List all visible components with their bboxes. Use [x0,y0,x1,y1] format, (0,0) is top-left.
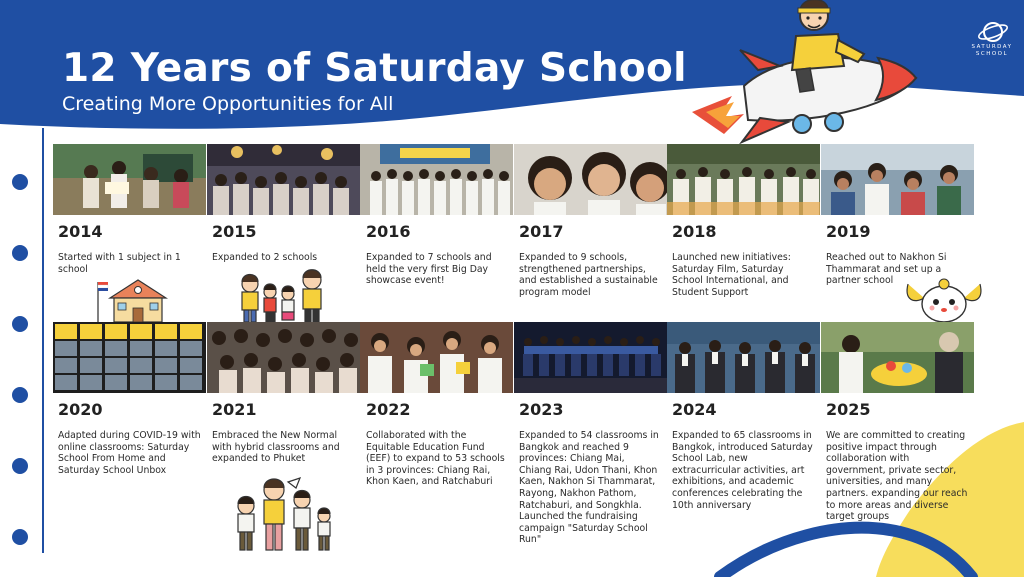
timeline-rail [42,128,44,553]
year-label: 2025 [826,400,871,419]
photo-2022 [360,322,513,393]
year-label: 2014 [58,222,103,241]
year-description: Expanded to 65 classrooms in Bangkok, introduced Saturday School Lab, new extracurricular activities, art exhibitions, and academic conferences celebrating the 10th anniversary [672,430,813,511]
year-description: Launched new initiatives: Saturday Film, Saturday School International, and Student Support [672,252,791,298]
year-description: We are committed to creating positive impact through collaboration with government, private sector, universities, and many partners. expanding our reach to more areas and diverse target groups [826,430,968,523]
timeline-dot [12,529,28,545]
year-label: 2024 [672,400,717,419]
timeline-dot [12,458,28,474]
photo-2019 [821,144,974,215]
photo-2025 [821,322,974,393]
year-label: 2016 [366,222,411,241]
timeline-dot [12,245,28,261]
timeline-dot [12,387,28,403]
year-description: Expanded to 7 schools and held the very first Big Day showcase event! [366,252,492,287]
year-description: Embraced the New Normal with hybrid classrooms and expanded to Phuket [212,430,340,465]
year-description: Expanded to 9 schools, strengthened partnerships, and established a sustainable program model [519,252,658,298]
page-title: 12 Years of Saturday School [62,46,687,91]
year-label: 2015 [212,222,257,241]
year-description: Started with 1 subject in 1 school [58,252,181,275]
year-label: 2022 [366,400,411,419]
school-building-illustration [88,276,168,324]
cute-mascot-illustration [904,276,984,324]
children-group-illustration [236,268,332,324]
page-subtitle: Creating More Opportunities for All [62,93,394,115]
year-description: Collaborated with the Equitable Education Fund (EEF) to expand to 53 schools in 3 provinces: Chiang Rai, Khon Kaen, and Ratchaburi [366,430,505,488]
photo-2017 [514,144,667,215]
timeline-dot [12,174,28,190]
year-label: 2020 [58,400,103,419]
year-label: 2019 [826,222,871,241]
logo-text: SATURDAY SCHOOL [971,44,1013,57]
photo-2023 [514,322,667,393]
year-label: 2021 [212,400,257,419]
year-description: Adapted during COVID-19 with online classrooms: Saturday School From Home and Saturday School Unbox [58,430,201,476]
year-label: 2018 [672,222,717,241]
children-group-illustration [232,476,336,554]
timeline-dot [12,316,28,332]
year-description: Reached out to Nakhon Si Thammarat and set up a partner school [826,252,947,287]
photo-2021 [207,322,360,393]
photo-2016 [360,144,513,215]
year-label: 2023 [519,400,564,419]
photo-2020 [53,322,206,393]
photo-2015 [207,144,360,215]
photo-2024 [667,322,820,393]
boy-on-rocket-illustration [688,0,924,150]
photo-2014 [53,144,206,215]
year-description: Expanded to 54 classrooms in Bangkok and reached 9 provinces: Chiang Mai, Chiang Rai, Udon Thani, Khon Kaen, Nakhon Si Thammarat, Rayong, Nakhon Pathom, Ratchaburi, and Songkhla. Launched the fundraising campaign "Saturday School Run" [519,430,659,546]
photo-2018 [667,144,820,215]
year-description: Expanded to 2 schools [212,252,318,263]
year-label: 2017 [519,222,564,241]
